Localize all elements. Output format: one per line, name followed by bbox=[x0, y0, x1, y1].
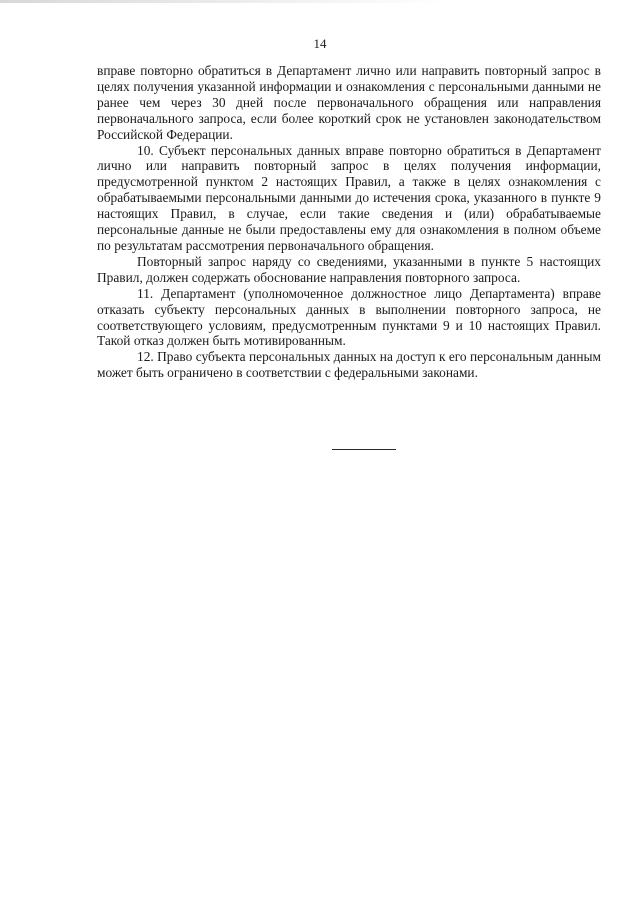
paragraph-item-11: 11. Департамент (уполномоченное должностное лицо Департамента) вправе отказать субъекту персональных данных в выполнении повторного запроса, не соответствующего условиям, предусмотренным пунктами 9 и 10 настоящих Правил. Такой отказ должен быть мотивированным. bbox=[97, 285, 601, 349]
paragraph-repeat-request: Повторный запрос наряду со сведениями, указанными в пункте 5 настоящих Правил, должен содержать обоснование направления повторного запроса. bbox=[97, 253, 601, 285]
end-of-text-rule bbox=[332, 449, 396, 450]
page-number: 14 bbox=[313, 36, 327, 51]
paragraph-continuation: вправе повторно обратиться в Департамент лично или направить повторный запрос в целях получения указанной информации и ознакомления с персональными данными не ранее чем через 30 дней после первоначального обращения или направления первоначального запроса, если более короткий срок не установлен законодательством Российской Федерации. bbox=[97, 63, 601, 142]
paragraph-item-12: 12. Право субъекта персональных данных на доступ к его персональным данным может быть ограничено в соответствии с федеральными законами. bbox=[97, 349, 601, 381]
scan-edge bbox=[0, 0, 640, 3]
paragraph-item-10: 10. Субъект персональных данных вправе повторно обратиться в Департамент лично или направить повторный запрос в целях получения информации, предусмотренной пунктом 2 настоящих Правил, а также в целях ознакомления с обрабатываемыми персональными данными до истечения срока, указанного в пункте 9 настоящих Правил, в случае, если такие сведения и (или) обрабатываемые персональные данные не были предоставлены ему для ознакомления в полном объеме по результатам рассмотрения первоначального обращения. bbox=[97, 142, 601, 253]
document-body bbox=[97, 63, 601, 381]
